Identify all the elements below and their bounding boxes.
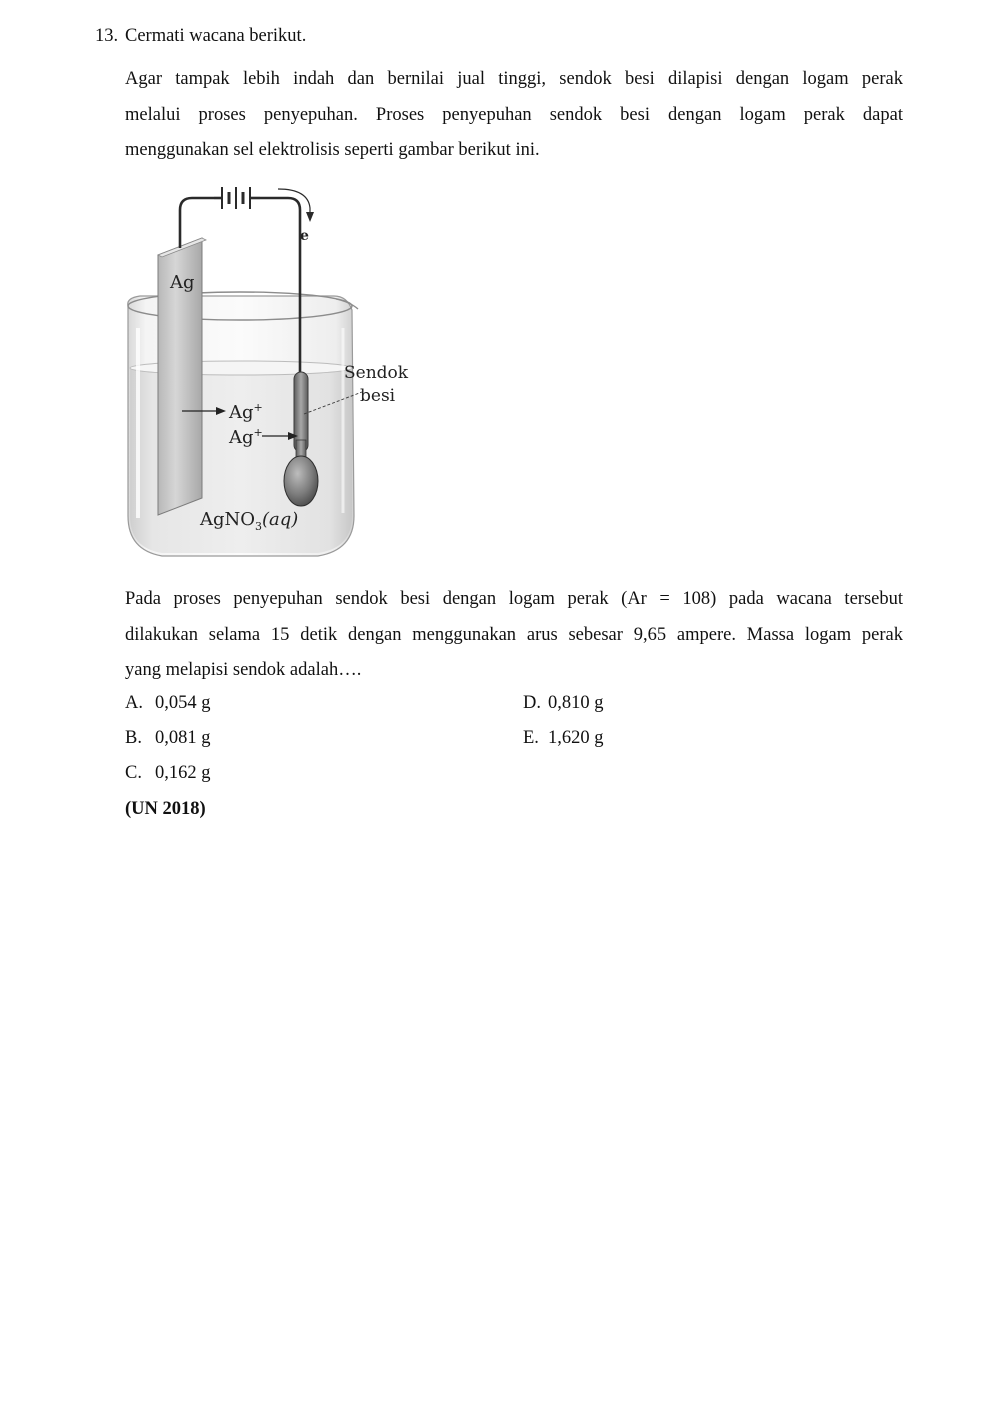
ion-2-symbol: Ag	[229, 427, 254, 448]
label-electron: e	[300, 228, 309, 244]
passage-line: Agar tampak lebih indah dan bernilai jual tinggi, sendok besi dilapisi dengan logam perak	[125, 69, 903, 89]
stem-line: Pada proses penyepuhan sendok besi dengan logam perak (Ar = 108) pada wacana tersebut	[125, 589, 903, 609]
option-a[interactable]	[125, 690, 211, 716]
option-e[interactable]	[523, 725, 604, 751]
option-label: A.	[125, 693, 143, 713]
electrolysis-cell-figure	[122, 178, 422, 563]
question-header	[95, 25, 306, 47]
option-label: D.	[523, 693, 541, 713]
stem-line: yang melapisi sendok adalah….	[125, 660, 362, 680]
passage	[125, 62, 903, 169]
question-source: (UN 2018)	[125, 799, 206, 819]
option-c[interactable]	[125, 760, 211, 786]
ion-1-symbol: Ag	[229, 402, 254, 423]
option-label: E.	[523, 728, 539, 748]
solution-state: (aq)	[262, 509, 299, 530]
label-electrode: Ag	[170, 272, 195, 293]
option-text: 0,810 g	[548, 693, 604, 713]
option-b[interactable]	[125, 725, 211, 751]
stem-line: dilakukan selama 15 detik dengan menggunakan arus sebesar 9,65 ampere. Massa logam perak	[125, 624, 903, 645]
ion-2-charge: +	[253, 426, 263, 439]
label-spoon-line2: besi	[360, 386, 396, 406]
question-number: 13.	[95, 26, 119, 46]
option-label: C.	[125, 763, 142, 783]
option-label: B.	[125, 728, 142, 748]
question-stem	[125, 582, 903, 689]
solution-formula: AgNO	[200, 509, 256, 530]
option-text: 0,081 g	[155, 728, 211, 748]
solution-subscript: 3	[255, 520, 263, 533]
passage-line: melalui proses penyepuhan. Proses penyepuhan sendok besi dengan logam perak dapat	[125, 104, 903, 125]
passage-line: menggunakan sel elektrolisis seperti gambar berikut ini.	[125, 140, 540, 160]
label-solution	[199, 509, 298, 533]
question-instruction: Cermati wacana berikut.	[125, 26, 307, 46]
option-text: 0,054 g	[155, 693, 211, 713]
label-spoon-line1: Sendok	[344, 363, 409, 383]
option-text: 0,162 g	[155, 763, 211, 783]
option-d[interactable]	[523, 690, 604, 716]
ion-1-charge: +	[253, 401, 263, 414]
option-text: 1,620 g	[548, 728, 604, 748]
